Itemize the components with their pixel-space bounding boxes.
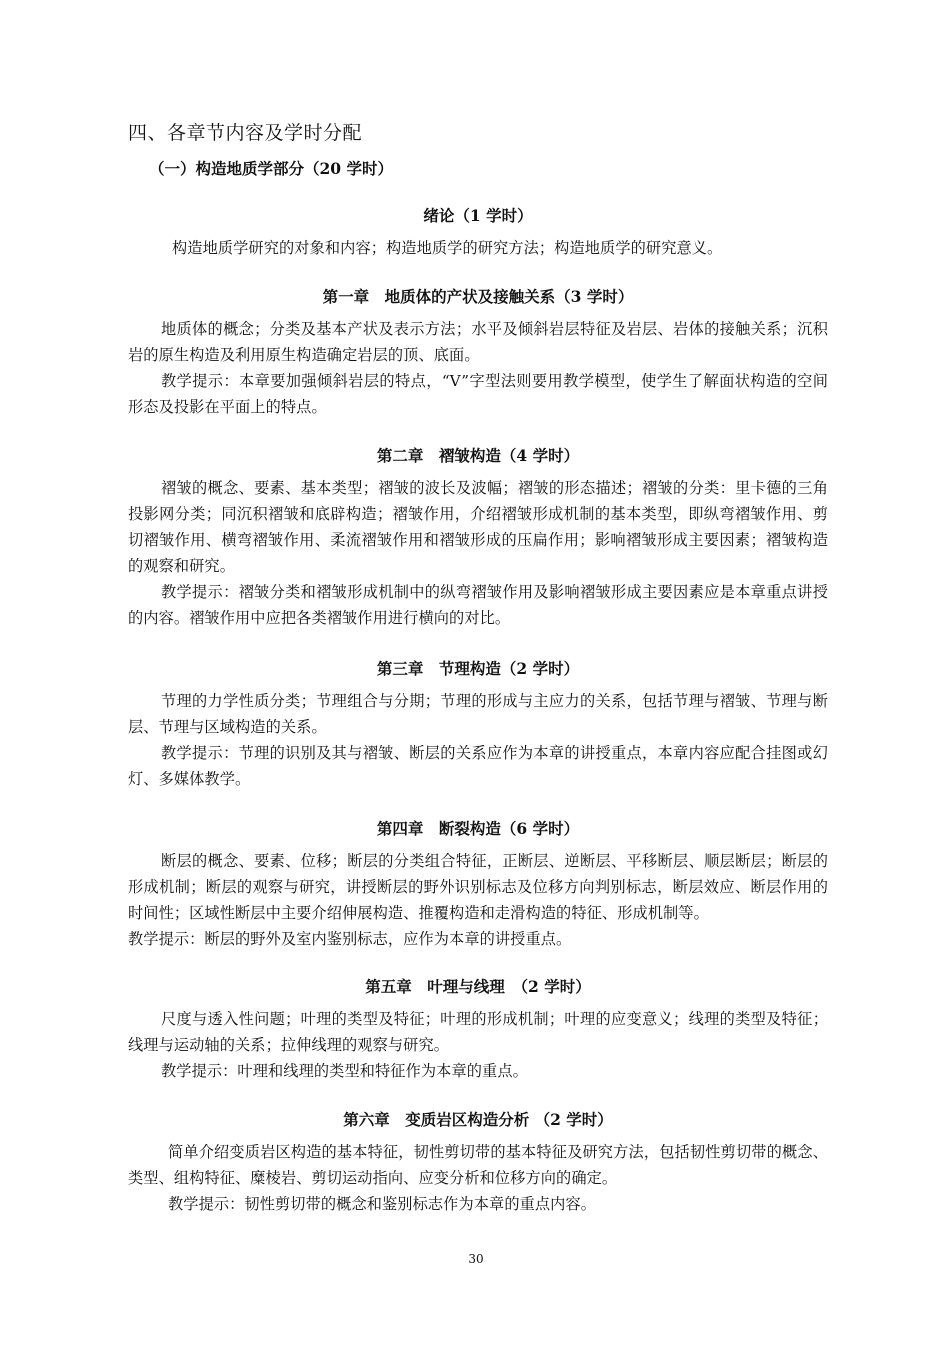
chapter-heading: 第三章 节理构造（2 学时） bbox=[376, 659, 580, 678]
chapter-paragraph: 尺度与透入性问题；叶理的类型及特征；叶理的形成机制；叶理的应变意义；线理的类型及特征；线理与运动轴的关系；拉伸线理的观察与研究。 bbox=[128, 1010, 828, 1054]
chapter-paragraph: 褶皱的概念、要素、基本类型；褶皱的波长及波幅；褶皱的形态描述；褶皱的分类：里卡德的三角投影网分类；同沉积褶皱和底辟构造；褶皱作用，介绍褶皱形成机制的基本类型，即纵弯褶皱作用、剪切褶皱作用、横弯褶皱作用、柔流褶皱作用和褶皱形成的压扁作用；影响褶皱形成主要因素；褶皱构造的观察和研究。 bbox=[128, 479, 828, 575]
teaching-note: 教学提示：叶理和线理的类型和特征作为本章的重点。 bbox=[161, 1062, 528, 1080]
chapter-paragraph: 地质体的概念；分类及基本产状及表示方法；水平及倾斜岩层特征及岩层、岩体的接触关系；沉积岩的原生构造及利用原生构造确定岩层的顶、底面。 bbox=[128, 320, 828, 364]
chapter-paragraph: 断层的概念、要素、位移；断层的分类组合特征，正断层、逆断层、平移断层、顺层断层；断层的形成机制；断层的观察与研究，讲授断层的野外识别标志及位移方向判别标志，断层效应、断层作用的时间性；区域性断层中主要介绍伸展构造、推覆构造和走滑构造的特征、形成机制等。 bbox=[128, 852, 828, 922]
chapter-1 bbox=[128, 285, 828, 420]
chapter-6 bbox=[128, 1108, 828, 1217]
chapter-3 bbox=[128, 657, 828, 792]
teaching-note: 教学提示：褶皱分类和褶皱形成机制中的纵弯褶皱作用及影响褶皱形成主要因素应是本章重点讲授的内容。褶皱作用中应把各类褶皱作用进行横向的对比。 bbox=[128, 583, 828, 627]
chapter-heading: 第一章 地质体的产状及接触关系（3 学时） bbox=[322, 287, 634, 306]
teaching-note: 教学提示：断层的野外及室内鉴别标志，应作为本章的讲授重点。 bbox=[128, 930, 572, 948]
chapter-heading: 第四章 断裂构造（6 学时） bbox=[376, 819, 580, 838]
chapter-5 bbox=[128, 975, 828, 1084]
subsection-title: （一）构造地质学部分（20 学时） bbox=[149, 159, 393, 178]
chapter-2 bbox=[128, 444, 828, 631]
chapter-paragraph: 节理的力学性质分类；节理组合与分期；节理的形成与主应力的关系，包括节理与褶皱、节理与断层、节理与区域构造的关系。 bbox=[128, 692, 828, 736]
teaching-note: 教学提示：韧性剪切带的概念和鉴别标志作为本章的重点内容。 bbox=[168, 1195, 597, 1213]
section-title: 四、各章节内容及学时分配 bbox=[128, 122, 363, 144]
chapter-4 bbox=[128, 817, 828, 952]
page-number: 30 bbox=[468, 1252, 484, 1266]
chapter-paragraph: 构造地质学研究的对象和内容；构造地质学的研究方法；构造地质学的研究意义。 bbox=[172, 239, 723, 257]
chapter-paragraph: 简单介绍变质岩区构造的基本特征，韧性剪切带的基本特征及研究方法，包括韧性剪切带的概念、类型、组构特征、糜棱岩、剪切运动指向、应变分析和位移方向的确定。 bbox=[128, 1143, 828, 1187]
teaching-note: 教学提示：本章要加强倾斜岩层的特点，“V”字型法则要用教学模型，使学生了解面状构造的空间形态及投影在平面上的特点。 bbox=[128, 372, 828, 416]
chapter-heading: 第五章 叶理与线理 （2 学时） bbox=[365, 977, 591, 996]
teaching-note: 教学提示：节理的识别及其与褶皱、断层的关系应作为本章的讲授重点，本章内容应配合挂图或幻灯、多媒体教学。 bbox=[128, 744, 828, 788]
chapter-heading: 第六章 变质岩区构造分析 （2 学时） bbox=[343, 1110, 613, 1129]
chapter-introduction bbox=[128, 204, 828, 261]
chapter-heading: 绪论（1 学时） bbox=[423, 206, 533, 225]
chapter-heading: 第二章 褶皱构造（4 学时） bbox=[376, 446, 580, 465]
